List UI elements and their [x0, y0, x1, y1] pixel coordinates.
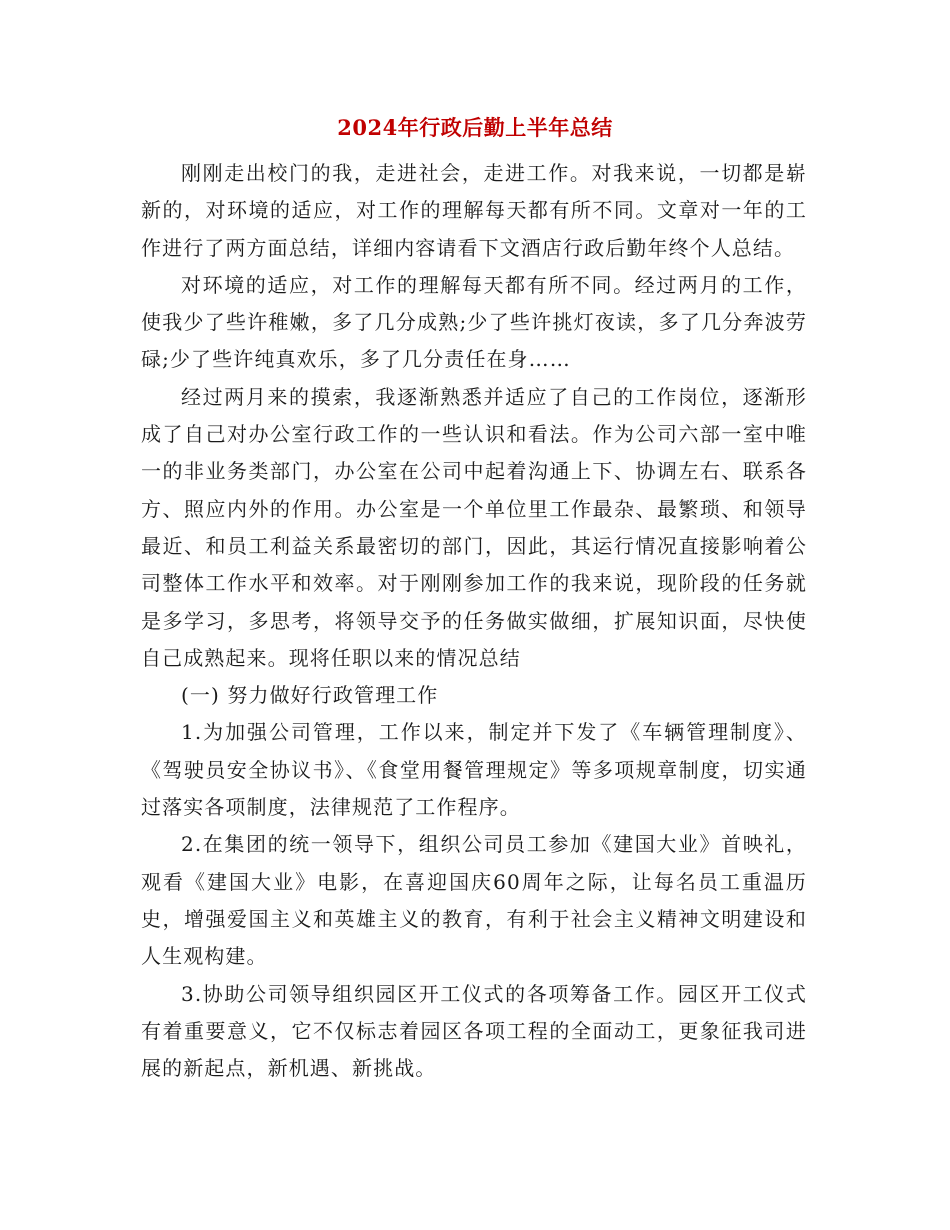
- paragraph-intro: 刚刚走出校门的我，走进社会，走进工作。对我来说，一切都是崭新的，对环境的适应，对工作的理解每天都有所不同。文章对一年的工作进行了两方面总结，详细内容请看下文酒店行政后勤年终个人总结。: [141, 161, 807, 260]
- paragraph-office-role: 经过两月来的摸索，我逐渐熟悉并适应了自己的工作岗位，逐渐形成了自己对办公室行政工作的一些认识和看法。作为公司六部一室中唯一的非业务类部门，办公室在公司中起着沟通上下、协调左右、联系各方、照应内外的作用。办公室是一个单位里工作最杂、最繁琐、和领导最近、和员工利益关系最密切的部门，因此，其运行情况直接影响着公司整体工作水平和效率。对于刚刚参加工作的我来说，现阶段的任务就是多学习，多思考，将领导交予的任务做实做细，扩展知识面，尽快使自己成熟起来。现将任职以来的情况总结: [141, 384, 807, 670]
- list-item-2: 2.在集团的统一领导下，组织公司员工参加《建国大业》首映礼，观看《建国大业》电影，在喜迎国庆60周年之际，让每名员工重温历史，增强爱国主义和英雄主义的教育，有利于社会主义精神文明建设和人生观构建。: [141, 832, 807, 969]
- document-title: 2024年行政后勤上半年总结: [337, 115, 613, 140]
- document-body: [141, 155, 807, 1087]
- list-item-3: 3.协助公司领导组织园区开工仪式的各项筹备工作。园区开工仪式有着重要意义，它不仅标志着园区各项工程的全面动工，更象征我司进展的新起点，新机遇、新挑战。: [141, 981, 807, 1081]
- list-item-1: 1.为加强公司管理，工作以来，制定并下发了《车辆管理制度》、《驾驶员安全协议书》、《食堂用餐管理规定》等多项规章制度，切实通过落实各项制度，法律规范了工作程序。: [141, 720, 807, 820]
- paragraph-adaptation: 对环境的适应，对工作的理解每天都有所不同。经过两月的工作，使我少了些许稚嫩，多了几分成熟;少了些许挑灯夜读，多了几分奔波劳碌;少了些许纯真欢乐，多了几分责任在身……: [141, 272, 807, 372]
- section-heading-admin: (一) 努力做好行政管理工作: [181, 683, 439, 708]
